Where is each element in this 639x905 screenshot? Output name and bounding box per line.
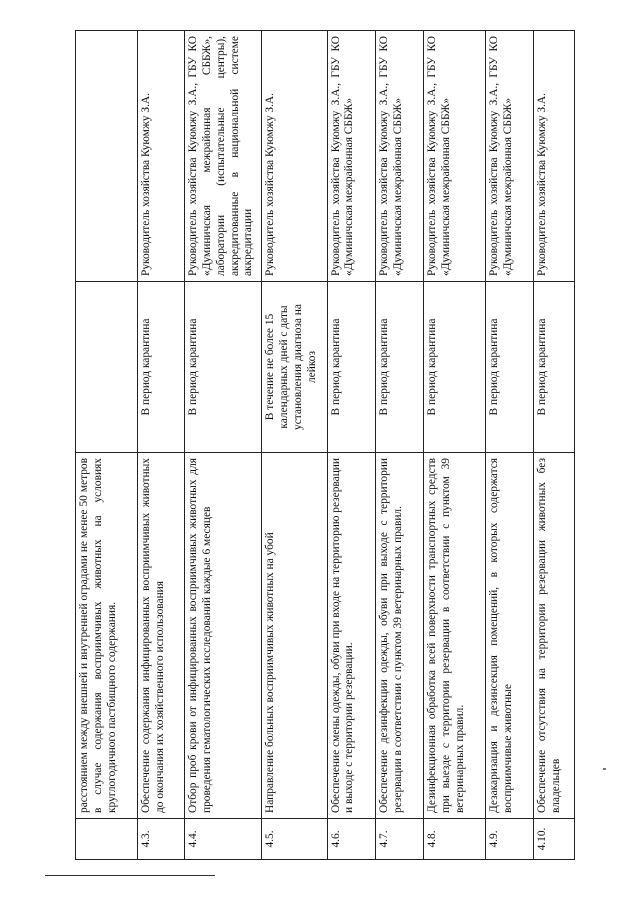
row-responsible: Руководитель хозяйства Куюмжу З.А.	[137, 31, 184, 282]
row-action: расстоянием между внешней и внутренней оградами не менее 50 метров в случае содержания восприимчивых животных на условиях круглогодичного пастбищного содержания.	[76, 453, 138, 819]
table-row	[485, 31, 533, 860]
row-number	[76, 819, 138, 860]
table-row	[424, 31, 486, 860]
table-row	[327, 31, 375, 860]
row-responsible: Руководитель хозяйства Куюмжу З.А., ГБУ КО «Думиничская межрайонная СББЖ»	[375, 31, 423, 282]
row-action: Направление больных восприимчивых животных на убой	[261, 453, 327, 819]
row-responsible	[76, 31, 138, 282]
row-number: 4.8.	[424, 819, 486, 860]
table-row	[137, 31, 184, 860]
row-number: 4.7.	[375, 819, 423, 860]
row-action: Обеспечение содержания инфицированных восприимчивых животных до окончания их хозяйственного использования	[137, 453, 184, 819]
row-responsible: Руководитель хозяйства Куюмжу З.А., ГБУ КО «Думиничская межрайонная СББЖ»	[327, 31, 375, 282]
row-term: В период карантина	[485, 282, 533, 453]
row-action: Дезинфекционная обработка всей поверхности транспортных средств при выезде с территории резервации в соответствии с пунктом 39 ветеринарных правил.	[424, 453, 486, 819]
row-number: 4.6.	[327, 819, 375, 860]
row-action: Обеспечение смены одежды, обуви при входе на территорию резервации и выходе с территории резервации.	[327, 453, 375, 819]
row-term	[76, 282, 138, 453]
row-responsible: Руководитель хозяйства Куюмжу З.А., ГБУ КО «Думиничская межрайонная СББЖ»	[485, 31, 533, 282]
row-term: В период карантина	[137, 282, 184, 453]
rotated-page	[75, 30, 575, 860]
row-term: В течение не более 15 календарных дней с даты установления диагноза на лейкоз	[261, 282, 327, 453]
row-action: Обеспечение дезинфекции одежды, обуви при выходе с территории резервации в соответствии с пунктом 39 ветеринарных правил.	[375, 453, 423, 819]
row-responsible: Руководитель хозяйства Куюмжу З.А., ГБУ КО «Думиничская межрайонная СББЖ», лаборатории (испытательные центры), аккредитованные в национальной системе аккредитации	[184, 31, 261, 282]
row-number: 4.9.	[485, 819, 533, 860]
table-row	[375, 31, 423, 860]
row-number: 4.10.	[533, 819, 574, 860]
table-row	[184, 31, 261, 860]
row-action: Отбор проб крови от инфицированных восприимчивых животных для проведения гематологических исследований каждые 6 месяцев	[184, 453, 261, 819]
row-term: В период карантина	[424, 282, 486, 453]
row-term: В период карантина	[184, 282, 261, 453]
row-term: В период карантина	[533, 282, 574, 453]
footnote-rule	[45, 875, 215, 876]
scan-speck	[603, 768, 606, 770]
row-term: В период карантина	[375, 282, 423, 453]
row-number: 4.4.	[184, 819, 261, 860]
row-number: 4.3.	[137, 819, 184, 860]
row-responsible: Руководитель хозяйства Куюмжу З.А.	[261, 31, 327, 282]
row-action: Обеспечение отсутствия на территории резервации животных без владельцев	[533, 453, 574, 819]
row-term: В период карантина	[327, 282, 375, 453]
row-responsible: Руководитель хозяйства Куюмжу З.А., ГБУ КО «Думиничская межрайонная СББЖ»	[424, 31, 486, 282]
table-row	[261, 31, 327, 860]
row-number: 4.5.	[261, 819, 327, 860]
row-responsible: Руководитель хозяйства Куюмжу З.А.	[533, 31, 574, 282]
measures-table	[75, 30, 575, 860]
table-row	[533, 31, 574, 860]
row-action: Дезакаризация и дезинсекция помещений, в которых содержатся восприимчивые животные	[485, 453, 533, 819]
table-row	[76, 31, 138, 860]
